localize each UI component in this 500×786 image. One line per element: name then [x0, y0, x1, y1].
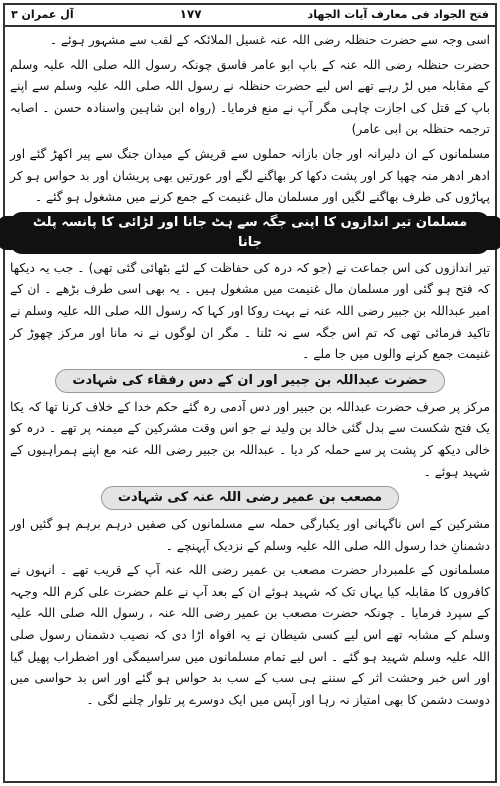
running-header [3, 3, 497, 27]
page-body [10, 30, 490, 714]
section-heading [10, 212, 490, 254]
paragraph: حضرت حنظلہ رضی اللہ عنہ کے باپ ابو عامر فاسق چونکہ رسول اللہ صلی اللہ علیہ وسلم کے مقابلہ میں لڑ رہے تھے اس لیے حضرت حنظلہ نے رسول اللہ صلی اللہ علیہ وسلم سے اپنے باپ کے قتل کی اجازت چاہی مگر آپ نے منع فرمایا۔ (رواہ ابن شاہین واسنادہ حسن ۔ اصابہ ترجمہ حنظلہ بن ابی عامر) [10, 57, 490, 137]
paragraph: مسلمانوں کے ان دلیرانہ اور جان بازانہ حملوں سے قریش کے میدان جنگ سے پیر اکھڑ گئے اور ادھر ادھر منہ چھپا کر اور پشت دکھا کر بھاگنے لگے اور عورتیں بھی پریشان اور بد حواس ہو کر پہاڑوں کی طرف بھاگنے لگیں اور مسلمان مال غنیمت کے جمع کرنے میں مشغول ہو گئے ۔ [10, 146, 490, 205]
paragraph: اسی وجہ سے حضرت حنظلہ رضی اللہ عنہ غسیل الملائکہ کے لقب سے مشہور ہوئے ۔ [49, 33, 490, 47]
section-heading [10, 486, 490, 510]
paragraph: مسلمانوں کے علمبردار حضرت مصعب بن عمیر رضی اللہ عنہ آپ کے قریب تھے ۔ انہوں نے کافروں کا مقابلہ کیا یہاں تک کہ شہید ہوئے ان کے بعد آپ نے علم حضرت علی کرم اللہ وجہہ کے سپرد فرمایا ۔ چونکہ حضرت مصعب بن عمیر رضی اللہ عنہ ، رسول اللہ صلی اللہ علیہ وسلم کے مشابہ تھے اس لیے کسی شیطان نے یہ افواہ اڑا دی کہ نصیب دشمناں رسول صلی اللہ علیہ وسلم شہید ہو گئے ۔ اس لیے تمام مسلمانوں میں سراسیمگی اور اضطراب پھیل گیا اور اس خبر وحشت اثر کے سننے ہی سب کے سب بد حواس ہو گئے اور اس بد حواسی میں دوست دشمن کا بھی امتیاز نہ رہا اور آپس میں ایک دوسرے پر تلوار چلنے لگی ۔ [10, 563, 490, 707]
section-heading-text: مصعب بن عمیر رضی اللہ عنہ کی شہادت [101, 486, 399, 510]
paragraph: مرکز پر صرف حضرت عبداللہ بن جبیر اور دس آدمی رہ گئے حکم خدا کے خلاف کرنا تھا کہ یکا یک فتح شکست سے بدل گئی خالد بن ولید نے جو اس وقت مشرکین کے میمنہ پر تھے ۔ درہ کو خالی دیکھ کر پشت پر سے حملہ کر دیا ۔ عبداللہ بن جبیر رضی اللہ عنہ مع اپنے ہمراہیوں کے شہید ہوئے ۔ [10, 399, 490, 479]
section-heading [10, 369, 490, 393]
section-heading-text: مسلمان تیر اندازوں کا اپنی جگہ سے ہٹ جانا اور لڑائی کا پانسہ پلٹ جانا [10, 212, 490, 254]
page-number: ۱۷۷ [179, 7, 202, 21]
chapter-label: آل عمران ۳ [11, 7, 74, 21]
book-title: فتح الجواد فی معارف آیات الجهاد [307, 7, 489, 21]
paragraph: مشرکین کے اس ناگہانی اور یکبارگی حملہ سے مسلمانوں کی صفیں درہم برہم ہو گئیں اور دشمنانِ خدا رسول اللہ صلی اللہ علیہ وسلم کے نزدیک آپہنچے ۔ [10, 517, 490, 553]
paragraph: تیر اندازوں کی اس جماعت نے (جو کہ درہ کی حفاظت کے لئے بٹھائی گئی تھی) ۔ جب یہ دیکھا کہ فتح ہو گئی اور مسلمان مال غنیمت میں مشغول ہیں ۔ یہ بھی اسی طرف بڑھے ۔ ان کے امیر عبداللہ بن جبیر رضی اللہ عنہ نے بہت روکا اور کہا کہ رسول اللہ صلی اللہ علیہ وسلم نے تاکید فرمائی تھی کہ تم اس جگہ سے نہ ٹلنا ۔ مگر ان لوگوں نے نہ مانا اور مرکز چھوڑ کر غنیمت جمع کرنے والوں میں جا ملے ۔ [10, 260, 490, 362]
section-heading-text: حضرت عبداللہ بن جبیر اور ان کے دس رفقاء کی شہادت [55, 369, 444, 393]
